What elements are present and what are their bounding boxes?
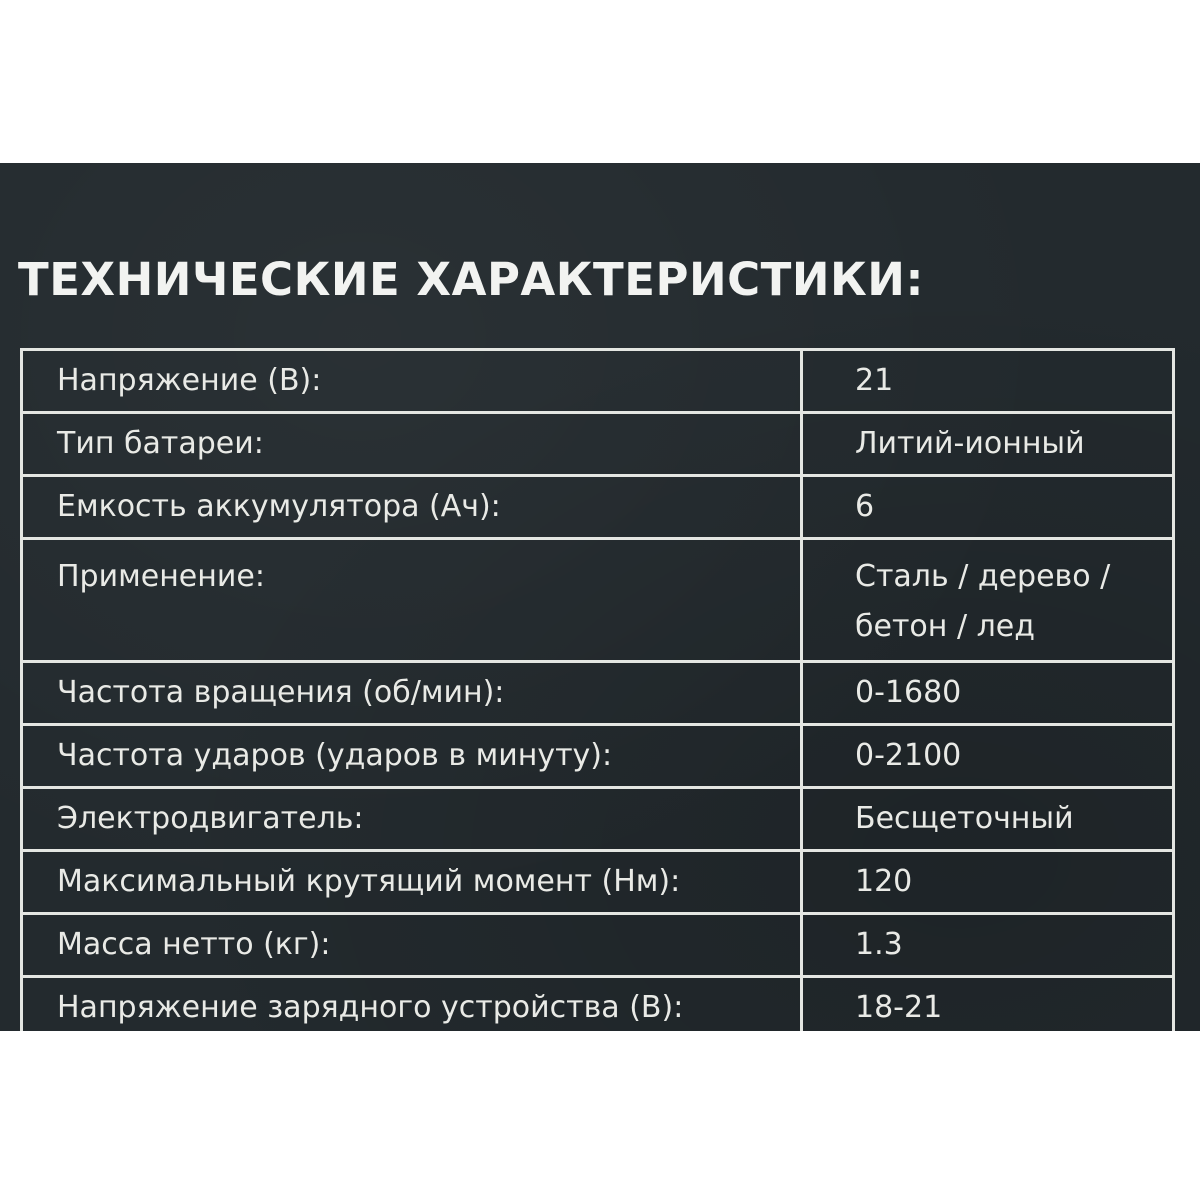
spec-row-motor: [22, 788, 1174, 851]
spec-row-charger-voltage: [22, 977, 1174, 1032]
spec-label: Масса нетто (кг):: [22, 914, 802, 977]
spec-panel-photo: [0, 163, 1200, 1031]
spec-value: Литий-ионный: [802, 413, 1174, 476]
spec-row-impact-rate: [22, 725, 1174, 788]
spec-value: 120: [802, 851, 1174, 914]
spec-label: Тип батареи:: [22, 413, 802, 476]
spec-table: [20, 348, 1175, 1031]
spec-label: Максимальный крутящий момент (Нм):: [22, 851, 802, 914]
spec-heading: ТЕХНИЧЕСКИЕ ХАРАКТЕРИСТИКИ:: [18, 253, 924, 306]
spec-row-voltage: [22, 350, 1174, 413]
spec-value: Бесщеточный: [802, 788, 1174, 851]
spec-row-rotation-speed: [22, 662, 1174, 725]
spec-row-weight: [22, 914, 1174, 977]
spec-label: Частота ударов (ударов в минуту):: [22, 725, 802, 788]
spec-value: 0-2100: [802, 725, 1174, 788]
spec-label: Напряжение зарядного устройства (В):: [22, 977, 802, 1032]
spec-value: Сталь / дерево / бетон / лед: [802, 539, 1174, 662]
spec-label: Электродвигатель:: [22, 788, 802, 851]
spec-value: 1.3: [802, 914, 1174, 977]
spec-row-application: [22, 539, 1174, 662]
spec-label: Применение:: [22, 539, 802, 662]
spec-row-torque: [22, 851, 1174, 914]
spec-row-battery-type: [22, 413, 1174, 476]
spec-label: Напряжение (В):: [22, 350, 802, 413]
spec-label: Частота вращения (об/мин):: [22, 662, 802, 725]
spec-label: Емкость аккумулятора (Ач):: [22, 476, 802, 539]
spec-row-capacity: [22, 476, 1174, 539]
spec-value: 18-21: [802, 977, 1174, 1032]
spec-value: 0-1680: [802, 662, 1174, 725]
spec-value: 6: [802, 476, 1174, 539]
spec-value: 21: [802, 350, 1174, 413]
